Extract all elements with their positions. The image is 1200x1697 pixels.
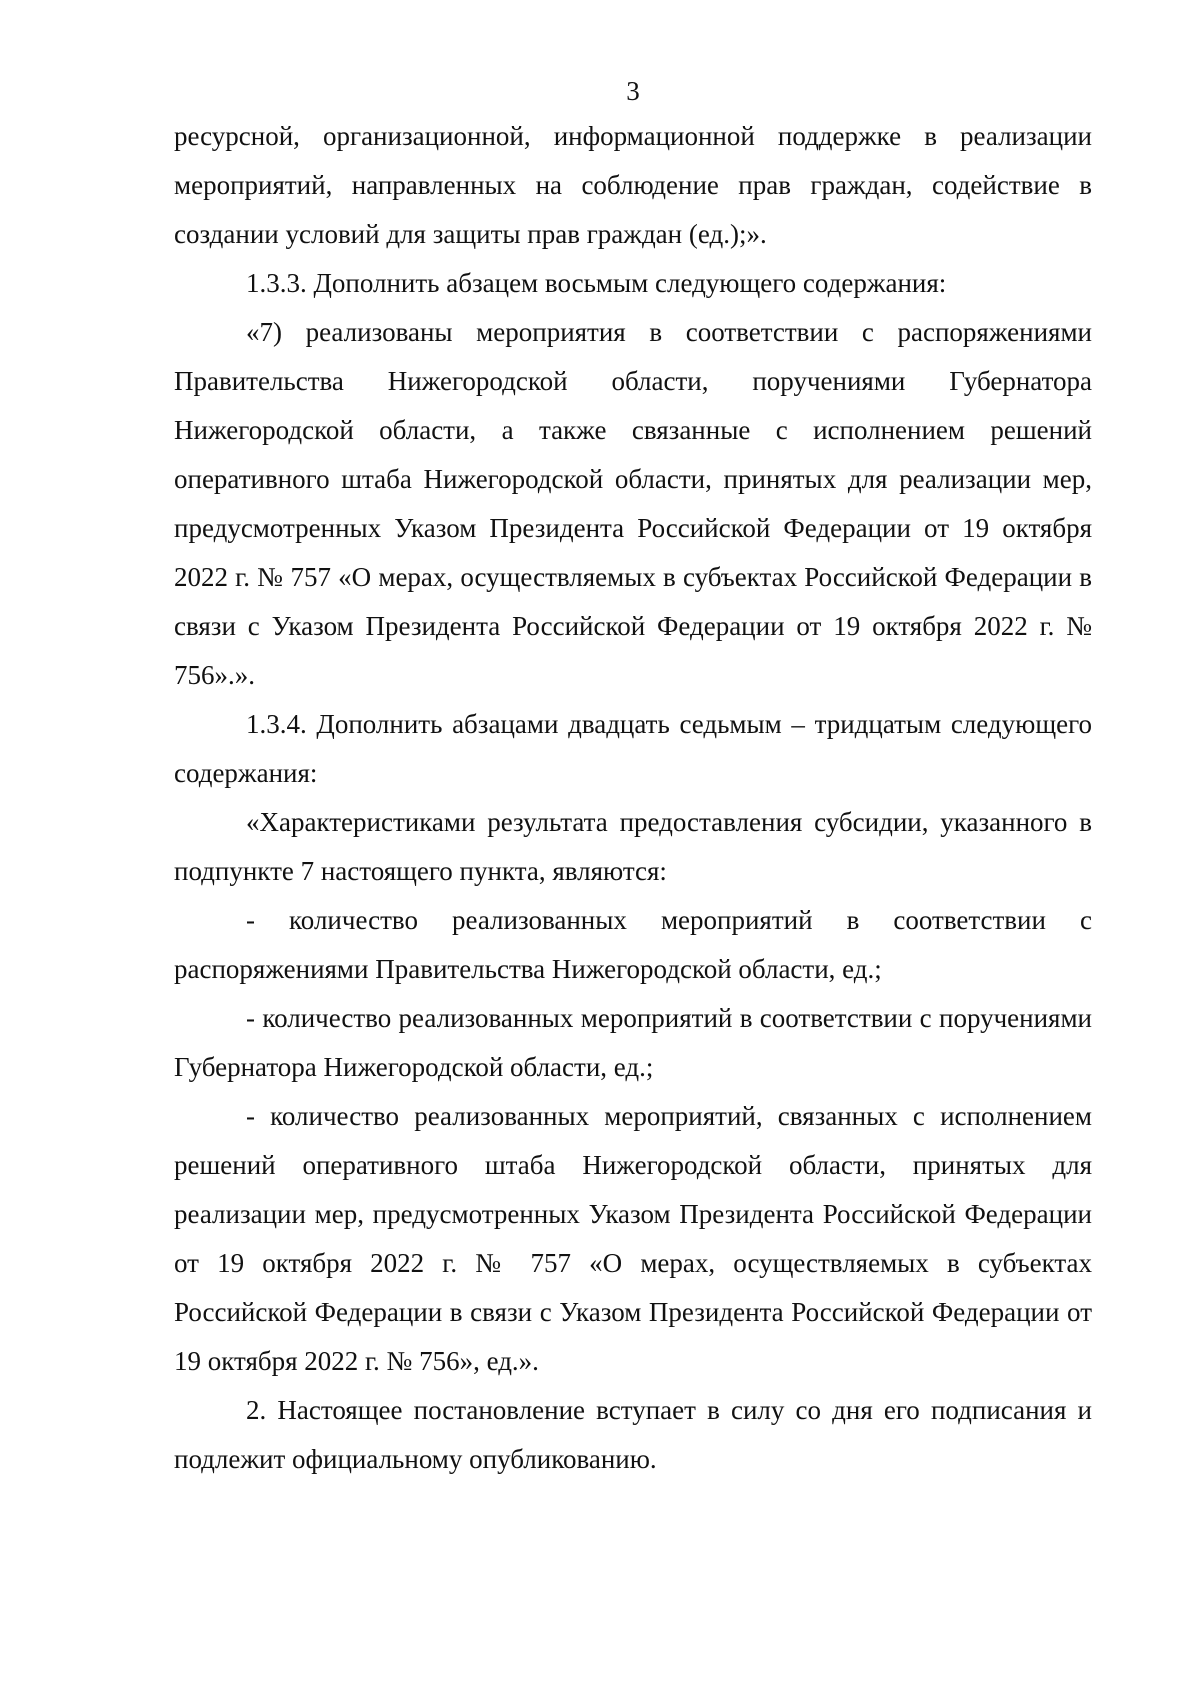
paragraph-bullet-2: - количество реализованных мероприятий в соответствии с поручениями Губернатора Нижегородской области, ед.;	[174, 1003, 1092, 1082]
paragraph-item-1-3-4: 1.3.4. Дополнить абзацами двадцать седьмым – тридцатым следующего содержания:	[174, 709, 1092, 788]
paragraph-quote-7: «7) реализованы мероприятия в соответствии с распоряжениями Правительства Нижегородской области, поручениями Губернатора Нижегородской области, а также связанные с исполнением решений оперативного штаба Нижегородской области, принятых для реализации мер, предусмотренных Указом Президента Российской Федерации от 19 октября 2022 г. № 757 «О мерах, осуществляемых в субъектах Российской Федерации в связи с Указом Президента Российской Федерации от 19 октября 2022 г. № 756».».	[174, 317, 1092, 690]
paragraph-characteristics: «Характеристиками результата предоставления субсидии, указанного в подпункте 7 настоящего пункта, являются:	[174, 807, 1092, 886]
paragraph-item-2: 2. Настоящее постановление вступает в силу со дня его подписания и подлежит официальному опубликованию.	[174, 1395, 1092, 1474]
paragraph-bullet-3: - количество реализованных мероприятий, связанных с исполнением решений оперативного штаба Нижегородской области, принятых для реализации мер, предусмотренных Указом Президента Российской Федерации от 19 октября 2022 г. № 757 «О мерах, осуществляемых в субъектах Российской Федерации в связи с Указом Президента Российской Федерации от 19 октября 2022 г. № 756», ед.».	[174, 1101, 1092, 1376]
paragraph-item-1-3-3: 1.3.3. Дополнить абзацем восьмым следующего содержания:	[246, 268, 947, 298]
document-body	[174, 112, 1092, 1484]
page-number: 3	[626, 76, 640, 106]
paragraph-continuation: ресурсной, организационной, информационной поддержке в реализации мероприятий, направленных на соблюдение прав граждан, содействие в создании условий для защиты прав граждан (ед.);».	[174, 121, 1092, 249]
paragraph-bullet-1: - количество реализованных мероприятий в соответствии с распоряжениями Правительства Нижегородской области, ед.;	[174, 905, 1092, 984]
